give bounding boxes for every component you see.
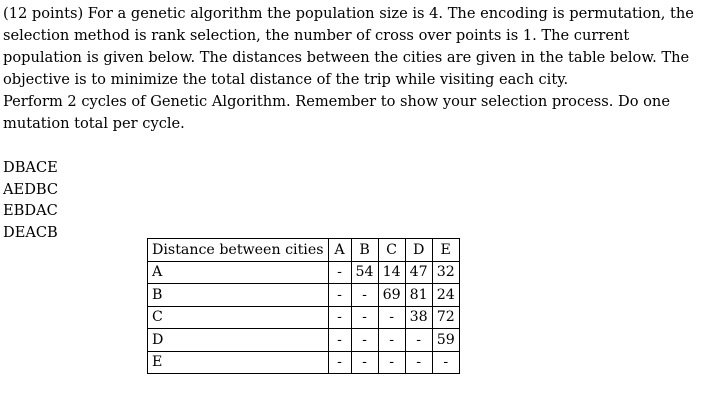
table-cell: -: [328, 284, 351, 307]
table-cell: 24: [432, 284, 459, 307]
table-row: [148, 329, 460, 352]
table-cell: -: [378, 306, 405, 329]
row-header-b: B: [148, 284, 329, 307]
table-cell: -: [328, 329, 351, 352]
population-member: EBDAC: [3, 202, 58, 220]
population-list: [3, 157, 697, 243]
table-cell: -: [378, 351, 405, 374]
table-cell: -: [378, 329, 405, 352]
row-header-d: D: [148, 329, 329, 352]
table-row: [148, 284, 460, 307]
table-cell: 69: [378, 284, 405, 307]
table-cell: 54: [351, 261, 378, 284]
row-header-e: E: [148, 351, 329, 374]
table-cell: -: [328, 306, 351, 329]
column-header-a: A: [328, 239, 351, 262]
table-cell: -: [328, 351, 351, 374]
problem-statement: (12 points) For a genetic algorithm the population size is 4. The encoding is permutation, the selection method is rank selection, the number of cross over points is 1. The current population is given below. The distances between the cities are given in the table below. The objective is to minimize the total distance of the trip while visiting each city.: [3, 5, 694, 88]
column-header-c: C: [378, 239, 405, 262]
table-row: [148, 261, 460, 284]
column-header-d: D: [405, 239, 432, 262]
table-cell: -: [351, 351, 378, 374]
distance-table-container: [147, 238, 460, 374]
table-cell: -: [351, 284, 378, 307]
table-cell: -: [432, 351, 459, 374]
problem-document: [3, 3, 697, 243]
table-cell: 14: [378, 261, 405, 284]
table-cell: -: [328, 261, 351, 284]
table-cell: 81: [405, 284, 432, 307]
table-cell: 38: [405, 306, 432, 329]
table-cell: -: [405, 329, 432, 352]
distance-table: [147, 238, 460, 374]
row-header-a: A: [148, 261, 329, 284]
table-cell: -: [351, 329, 378, 352]
column-header-b: B: [351, 239, 378, 262]
table-cell: 59: [432, 329, 459, 352]
population-member: DBACE: [3, 159, 58, 176]
table-header-label: Distance between cities: [148, 239, 329, 262]
column-header-e: E: [432, 239, 459, 262]
population-member: AEDBC: [3, 180, 59, 198]
table-cell: 47: [405, 261, 432, 284]
table-cell: 32: [432, 261, 459, 284]
row-header-c: C: [148, 306, 329, 329]
table-header-row: [148, 239, 460, 262]
population-member: DEACB: [3, 223, 58, 241]
table-row: [148, 306, 460, 329]
table-cell: -: [405, 351, 432, 374]
table-row: [148, 351, 460, 374]
problem-instructions: Perform 2 cycles of Genetic Algorithm. Remember to show your selection process. Do one mutation total per cycle.: [3, 93, 670, 132]
table-cell: -: [351, 306, 378, 329]
table-cell: 72: [432, 306, 459, 329]
